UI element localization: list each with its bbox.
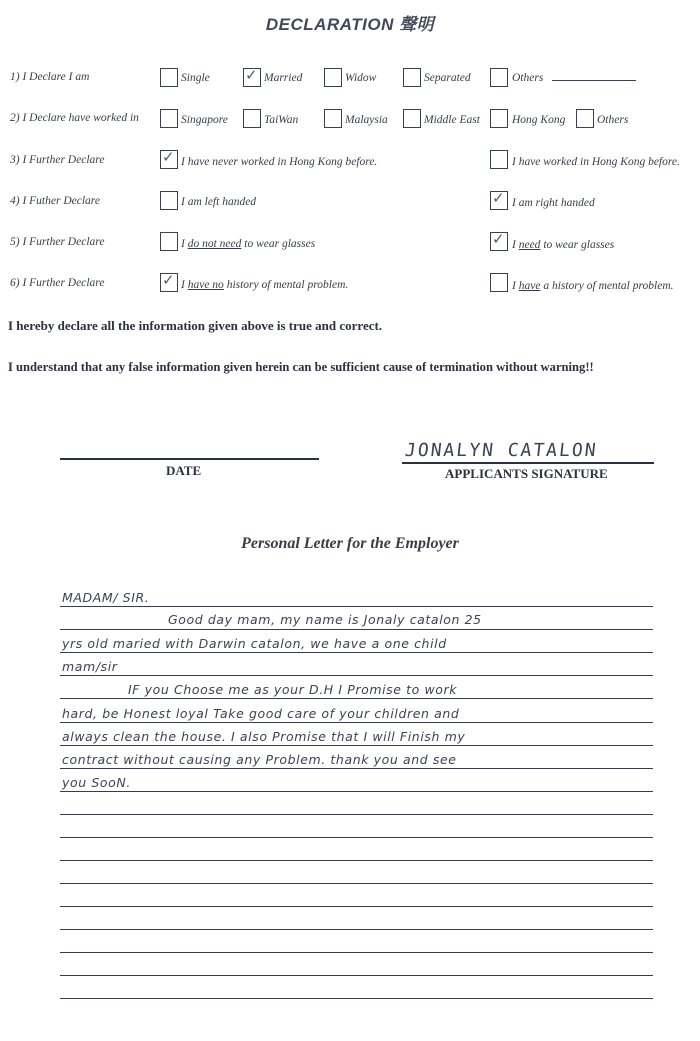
letter-rule <box>60 698 653 699</box>
check-mark-icon: ✓ <box>492 189 505 207</box>
checkbox-taiwan[interactable] <box>243 109 261 128</box>
page-title: DECLARATION 聲明 <box>265 15 435 34</box>
option-married-label: Married <box>264 72 303 84</box>
letter-rule <box>60 837 653 838</box>
date-line[interactable] <box>60 458 319 460</box>
option-worked-hk-label: I have worked in Hong Kong before. <box>512 156 680 168</box>
row-label-glasses: 5) I Further Declare <box>10 236 105 248</box>
letter-rule <box>60 675 653 676</box>
row-label-mental-history: 6) I Further Declare <box>10 277 105 289</box>
option-never-worked-hk-label: I have never worked in Hong Kong before. <box>181 156 378 168</box>
letter-rule <box>60 722 653 723</box>
declaration-statement-termination: I understand that any false information given herein can be sufficient cause of termination without warning!! <box>8 360 594 374</box>
letter-line-3: yrs old maried with Darwin catalon, we have a one child <box>62 636 447 651</box>
option-left-handed-label: I am left handed <box>181 196 257 208</box>
row-label-hk-work: 3) I Further Declare <box>10 154 105 166</box>
option-others-country-label: Others <box>597 114 629 126</box>
letter-title: Personal Letter for the Employer <box>241 535 459 552</box>
row-label-worked-in: 2) I Declare have worked in <box>10 112 139 124</box>
checkbox-married[interactable] <box>243 68 261 87</box>
checkbox-hong-kong[interactable] <box>490 109 508 128</box>
check-mark-icon: ✓ <box>162 148 175 166</box>
option-mental-history-label: I have a history of mental problem. <box>512 280 674 292</box>
letter-rule <box>60 629 653 630</box>
letter-rule <box>60 860 653 861</box>
option-need-glasses-label: I need to wear glasses <box>512 239 615 251</box>
checkbox-no-glasses[interactable] <box>160 232 178 251</box>
check-mark-icon: ✓ <box>492 230 505 248</box>
checkbox-never-worked-hk[interactable] <box>160 150 178 169</box>
option-others-label: Others <box>512 72 544 84</box>
letter-line-7: always clean the house. I also Promise that I will Finish my <box>62 729 466 744</box>
letter-rule <box>60 745 653 746</box>
option-widow-label: Widow <box>345 72 377 84</box>
letter-rule <box>60 606 653 607</box>
letter-rule <box>60 906 653 907</box>
signature-label: APPLICANTS SIGNATURE <box>445 466 608 481</box>
row-label-handedness: 4) I Futher Declare <box>10 195 100 207</box>
letter-rule <box>60 929 653 930</box>
option-single-label: Single <box>181 72 210 84</box>
option-malaysia-label: Malaysia <box>345 114 388 126</box>
letter-rule <box>60 952 653 953</box>
letter-rule <box>60 791 653 792</box>
row-label-civil-status: 1) I Declare I am <box>10 71 90 83</box>
letter-line-4: mam/sir <box>62 659 118 674</box>
others-blank-line[interactable] <box>552 80 636 81</box>
checkbox-left-handed[interactable] <box>160 191 178 210</box>
letter-rule <box>60 652 653 653</box>
letter-line-8: contract without causing any Problem. thank you and see <box>62 752 457 767</box>
letter-line-1: MADAM/ SIR. <box>62 590 150 605</box>
letter-rule <box>60 768 653 769</box>
option-middle-east-label: Middle East <box>424 114 480 126</box>
option-separated-label: Separated <box>424 72 471 84</box>
checkbox-others-country[interactable] <box>576 109 594 128</box>
option-hong-kong-label: Hong Kong <box>512 114 566 126</box>
letter-line-9: you SooN. <box>62 775 131 790</box>
checkbox-separated[interactable] <box>403 68 421 87</box>
checkbox-malaysia[interactable] <box>324 109 342 128</box>
letter-line-5: IF you Choose me as your D.H I Promise to work <box>128 682 458 697</box>
applicant-signature: JONALYN CATALON <box>403 440 599 461</box>
checkbox-worked-hk[interactable] <box>490 150 508 169</box>
option-no-mental-history-label: I have no history of mental problem. <box>181 279 349 291</box>
checkbox-need-glasses[interactable] <box>490 232 508 251</box>
checkbox-widow[interactable] <box>324 68 342 87</box>
letter-rule <box>60 998 653 999</box>
checkbox-single[interactable] <box>160 68 178 87</box>
check-mark-icon: ✓ <box>245 66 258 84</box>
letter-rule <box>60 975 653 976</box>
checkbox-middle-east[interactable] <box>403 109 421 128</box>
option-no-glasses-label: I do not need to wear glasses <box>181 238 316 250</box>
option-taiwan-label: TaiWan <box>264 114 299 126</box>
checkbox-others[interactable] <box>490 68 508 87</box>
date-label: DATE <box>166 463 202 478</box>
declaration-statement-true: I hereby declare all the information given above is true and correct. <box>8 318 383 333</box>
checkbox-right-handed[interactable] <box>490 191 508 210</box>
letter-line-2: Good day mam, my name is Jonaly catalon 25 <box>168 612 482 627</box>
option-right-handed-label: I am right handed <box>512 197 595 209</box>
letter-rule <box>60 814 653 815</box>
checkbox-mental-history[interactable] <box>490 273 508 292</box>
letter-line-6: hard, be Honest loyal Take good care of your children and <box>62 706 460 721</box>
checkbox-singapore[interactable] <box>160 109 178 128</box>
letter-rule <box>60 883 653 884</box>
checkbox-no-mental-history[interactable] <box>160 273 178 292</box>
option-singapore-label: Singapore <box>181 114 228 126</box>
check-mark-icon: ✓ <box>162 271 175 289</box>
signature-line[interactable] <box>402 462 654 464</box>
